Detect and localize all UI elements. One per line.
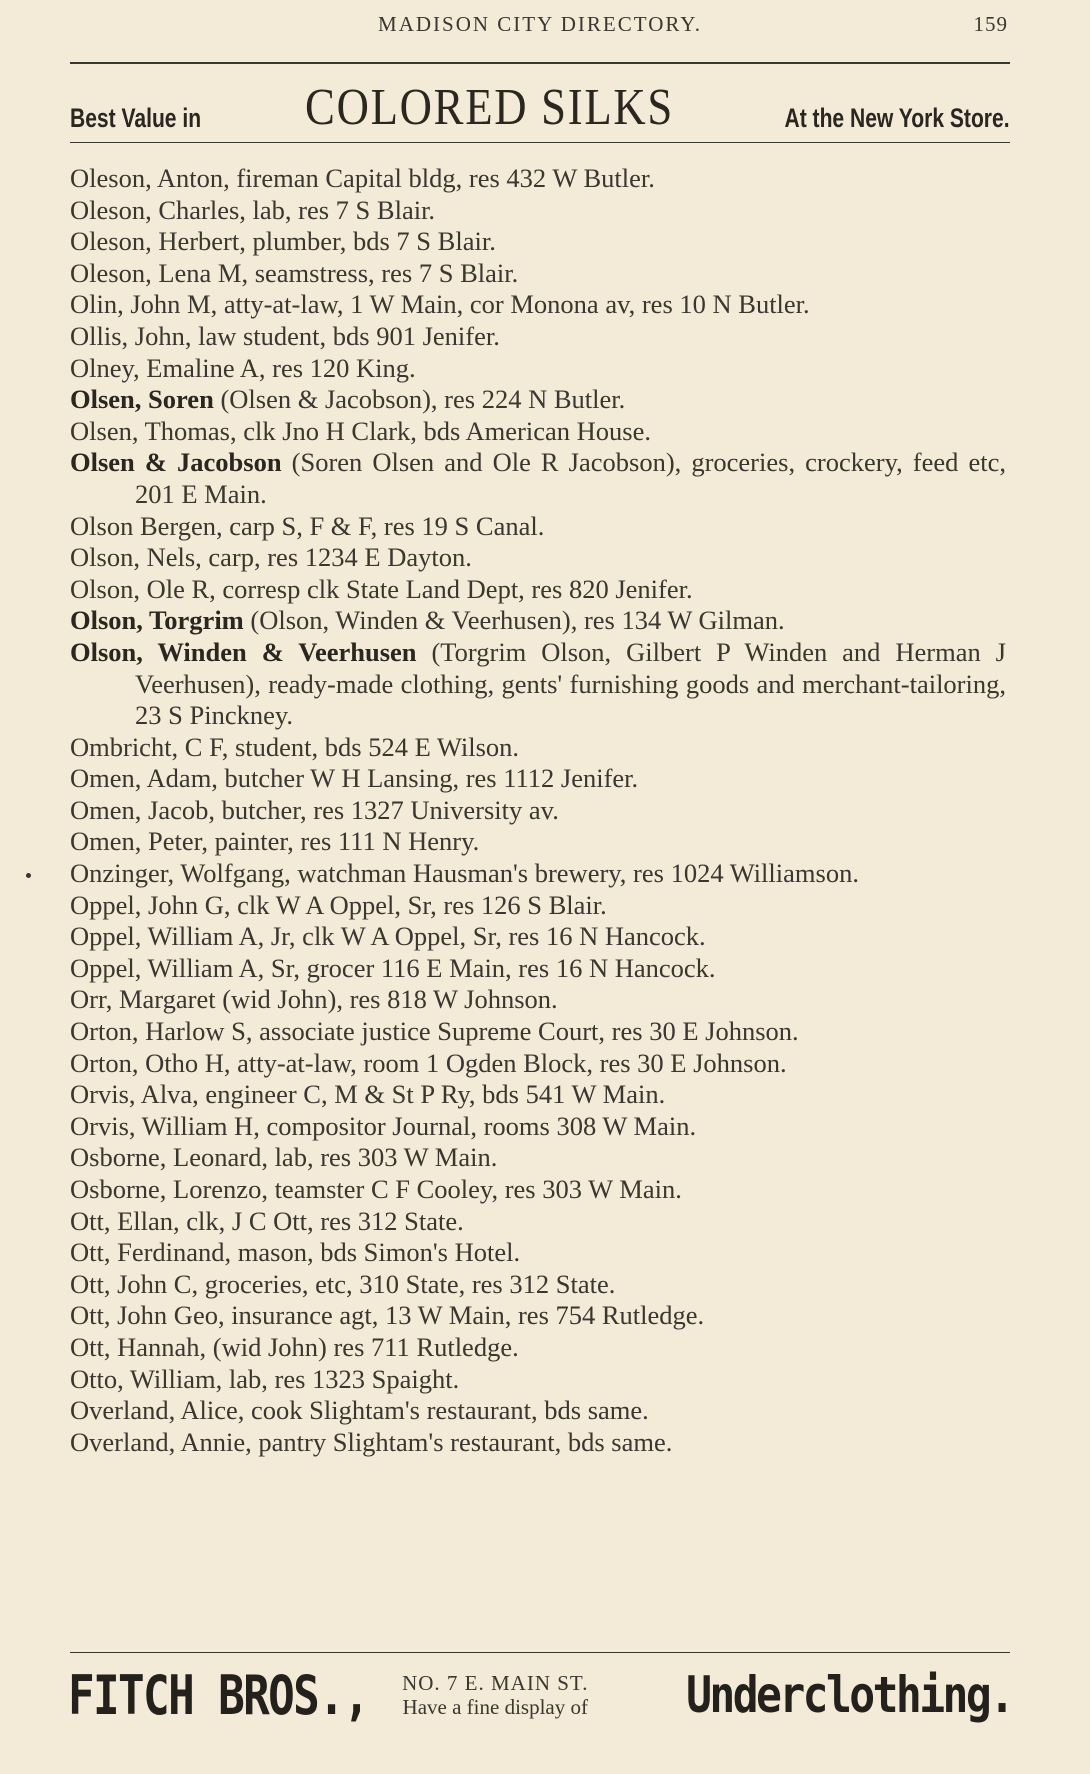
entry-text: Oleson, Herbert, plumber, bds 7 S Blair.	[70, 226, 496, 257]
entry-text: Overland, Alice, cook Slightam's restaurant, bds same.	[70, 1395, 649, 1426]
directory-entry	[70, 542, 1006, 574]
entry-text: Ott, Ferdinand, mason, bds Simon's Hotel.	[70, 1237, 521, 1268]
bottom-ad-address: NO. 7 E. MAIN ST.	[402, 1671, 589, 1695]
bottom-ad-middle	[402, 1671, 588, 1719]
directory-entry	[70, 1048, 1006, 1080]
top-ad-main-text: COLORED SILKS	[305, 79, 675, 136]
directory-entry	[70, 226, 1006, 258]
entry-text: Orton, Otho H, atty-at-law, room 1 Ogden Block, res 30 E Johnson.	[70, 1047, 787, 1078]
entry-text: (Olsen & Jacobson), res 224 N Butler.	[213, 384, 626, 415]
entry-text: (Soren Olsen and Ole R Jacobson), groceries, crockery, feed etc, 201 E Main.	[135, 447, 1006, 509]
directory-entry	[70, 1300, 1006, 1332]
entry-text: Olney, Emaline A, res 120 King.	[70, 352, 416, 383]
entry-text: Oppel, William A, Jr, clk W A Oppel, Sr, res 16 N Hancock.	[70, 921, 706, 952]
directory-entry	[70, 289, 1006, 321]
entry-text: Oleson, Lena M, seamstress, res 7 S Blair.	[70, 257, 519, 288]
directory-entry	[70, 447, 1006, 510]
bottom-ad-rule	[70, 1652, 1010, 1653]
directory-entry	[70, 1016, 1006, 1048]
entry-text: Otto, William, lab, res 1323 Spaight.	[70, 1363, 460, 1394]
top-ad-rule	[70, 142, 1010, 143]
entry-text: Osborne, Lorenzo, teamster C F Cooley, res 303 W Main.	[70, 1174, 682, 1204]
entry-text: Ott, John Geo, insurance agt, 13 W Main, res 754 Rutledge.	[70, 1300, 705, 1331]
entry-text: Oppel, John G, clk W A Oppel, Sr, res 126 S Blair.	[70, 889, 607, 920]
entry-bold-name: Olson, Torgrim	[70, 605, 244, 636]
entry-bold-name: Olsen & Jacobson	[70, 447, 282, 478]
entry-text: Overland, Annie, pantry Slightam's restaurant, bds same.	[70, 1426, 673, 1457]
entry-text: Omen, Jacob, butcher, res 1327 University av.	[70, 794, 559, 825]
directory-entry	[70, 890, 1006, 922]
entry-text: Olson Bergen, carp S, F & F, res 19 S Canal.	[70, 510, 545, 541]
directory-entry	[70, 1395, 1006, 1427]
directory-entry	[70, 511, 1006, 543]
entry-text: Oleson, Anton, fireman Capital bldg, res 432 W Butler.	[70, 163, 655, 193]
directory-entry	[70, 953, 1006, 985]
bottom-ad-tagline: Have a fine display of	[402, 1695, 588, 1719]
directory-entry	[70, 1174, 1006, 1206]
directory-entry	[70, 1206, 1006, 1238]
entry-text: Omen, Adam, butcher W H Lansing, res 1112 Jenifer.	[70, 763, 639, 794]
margin-mark	[26, 873, 31, 878]
bottom-ad-name: FITCH BROS.,	[68, 1663, 369, 1727]
entry-text: Ott, Ellan, clk, J C Ott, res 312 State.	[70, 1205, 464, 1236]
entry-bold-name: Olson, Winden & Veerhusen	[70, 636, 417, 667]
directory-entries	[70, 163, 1006, 1458]
bottom-advertisement	[68, 1660, 1012, 1730]
top-advertisement	[70, 72, 1010, 134]
directory-entry	[70, 1111, 1006, 1143]
entry-text: Orton, Harlow S, associate justice Supreme Court, res 30 E Johnson.	[70, 1016, 799, 1047]
entry-text: Orvis, William H, compositor Journal, rooms 308 W Main.	[70, 1110, 697, 1141]
entry-text: Oppel, William A, Sr, grocer 116 E Main, res 16 N Hancock.	[70, 952, 716, 983]
directory-entry	[70, 732, 1006, 764]
entry-text: Orvis, Alva, engineer C, M & St P Ry, bds 541 W Main.	[70, 1079, 666, 1110]
directory-entry	[70, 984, 1006, 1016]
entry-text: Olson, Nels, carp, res 1234 E Dayton.	[70, 542, 472, 573]
directory-entry	[70, 1142, 1006, 1174]
directory-entry	[70, 858, 1006, 890]
directory-entry	[70, 1332, 1006, 1364]
entry-text: Onzinger, Wolfgang, watchman Hausman's brewery, res 1024 Williamson.	[70, 858, 859, 889]
directory-entry	[70, 1237, 1006, 1269]
directory-entry	[70, 1269, 1006, 1301]
directory-entry	[70, 605, 1006, 637]
top-ad-right-text: At the New York Store.	[784, 103, 1010, 133]
directory-entry	[70, 1364, 1006, 1396]
directory-entry	[70, 763, 1006, 795]
entry-text: Ott, John C, groceries, etc, 310 State, res 312 State.	[70, 1268, 616, 1299]
entry-text: Orr, Margaret (wid John), res 818 W Johnson.	[70, 984, 558, 1015]
entry-text: Oleson, Charles, lab, res 7 S Blair.	[70, 194, 436, 225]
directory-entry	[70, 795, 1006, 827]
top-ad-left-text: Best Value in	[70, 103, 202, 133]
directory-entry	[70, 353, 1006, 385]
directory-entry	[70, 574, 1006, 606]
directory-entry	[70, 258, 1006, 290]
entry-text: Olsen, Thomas, clk Jno H Clark, bds American House.	[70, 415, 651, 446]
bottom-ad-goods: Underclothing.	[685, 1666, 1012, 1724]
entry-text: Ollis, John, law student, bds 901 Jenifer.	[70, 320, 500, 351]
header-rule	[70, 62, 1010, 64]
entry-text: Omen, Peter, painter, res 111 N Henry.	[70, 826, 480, 857]
entry-text: Olin, John M, atty-at-law, 1 W Main, cor Monona av, res 10 N Butler.	[70, 289, 810, 320]
running-head	[70, 12, 1010, 42]
page-title: MADISON CITY DIRECTORY.	[378, 12, 702, 36]
entry-text: Ott, Hannah, (wid John) res 711 Rutledge.	[70, 1331, 519, 1362]
directory-entry	[70, 321, 1006, 353]
page-number: 159	[973, 12, 1008, 36]
directory-entry	[70, 195, 1006, 227]
directory-entry	[70, 163, 1006, 195]
directory-entry	[70, 1079, 1006, 1111]
entry-text: Osborne, Leonard, lab, res 303 W Main.	[70, 1142, 498, 1173]
directory-entry	[70, 826, 1006, 858]
directory-entry	[70, 921, 1006, 953]
entry-text: Ombricht, C F, student, bds 524 E Wilson.	[70, 731, 520, 762]
directory-entry	[70, 416, 1006, 448]
directory-entry	[70, 637, 1006, 732]
entry-text: (Torgrim Olson, Gilbert P Winden and Herman J Veerhusen), ready-made clothing, gents' furnishing goods and merchant-tailoring, 23 S Pinckney.	[135, 636, 1006, 731]
directory-entry	[70, 1427, 1006, 1459]
entry-text: (Olson, Winden & Veerhusen), res 134 W Gilman.	[243, 605, 785, 636]
entry-bold-name: Olsen, Soren	[70, 384, 214, 415]
directory-entry	[70, 384, 1006, 416]
entry-text: Olson, Ole R, corresp clk State Land Dept, res 820 Jenifer.	[70, 573, 693, 604]
